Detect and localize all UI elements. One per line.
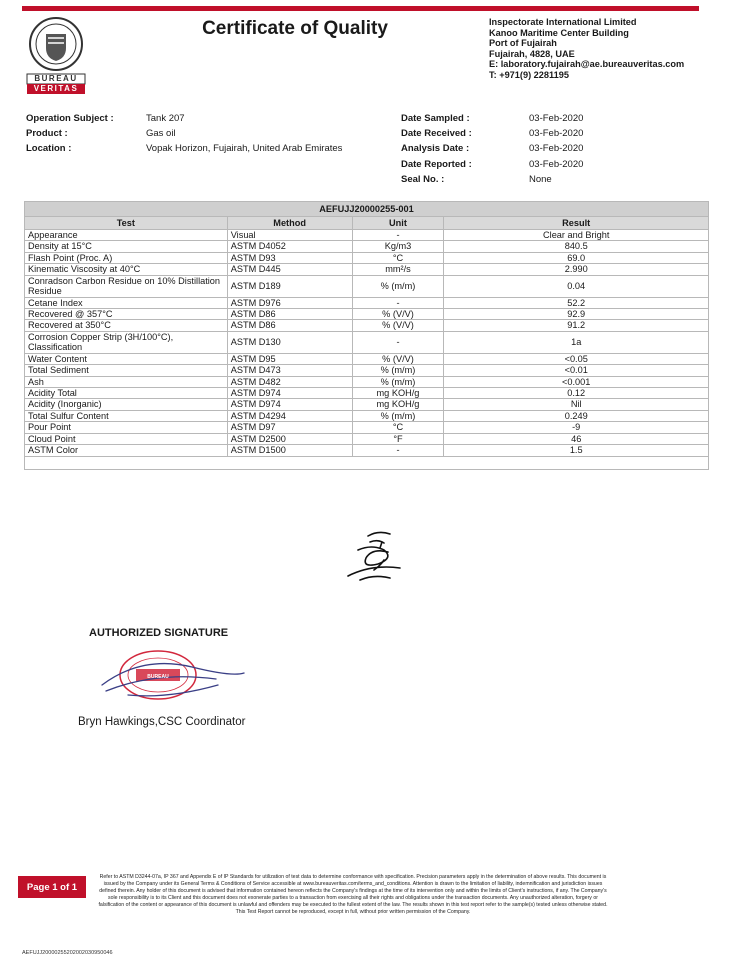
detail-label: Product : <box>26 128 68 140</box>
unit-cell: % (V/V) <box>352 353 444 364</box>
method-cell: ASTM D93 <box>227 252 352 263</box>
method-cell: ASTM D189 <box>227 275 352 297</box>
method-cell: ASTM D1500 <box>227 445 352 456</box>
test-name-cell: Recovered @ 357°C <box>25 309 228 320</box>
logo-brand-line1: BUREAU <box>34 74 78 83</box>
table-row <box>25 445 709 456</box>
unit-cell: - <box>352 445 444 456</box>
result-cell: 2.990 <box>444 264 709 275</box>
table-row <box>25 297 709 308</box>
result-cell: 0.249 <box>444 410 709 421</box>
detail-value: 03-Feb-2020 <box>529 143 584 155</box>
table-row <box>25 410 709 421</box>
legal-disclaimer: Refer to ASTM D3244-07a, IP 367 and Appendix E of IP Standards for utilization of test data to determine conformance with specification. Precision parameters apply in the determination of above results. This document is issued by the Company under its General Terms & Conditions of Service accessible at www.bureauveritas.com/terms_and_conditions. Attention is drawn to the limitation of liability, indemnification and jurisdiction issues defined therein. Any holder of this document is advised that information contained hereon reflects the Company's findings at the time of its intervention only and within the limits of Client's instructions, if any. The Company's sole responsibility is to its Client and this document does not exonerate parties to a transaction from exercising all their rights and obligations under the transaction documents. Any unauthorized alteration, forgery or falsification of the content or appearance of this document is unlawful and offenders may be executed to the fullest extent of the law. The results shown in this test report refer to the sample(s) tested unless otherwise stated. This Test Report cannot be reproduced, except in full, without prior written permission of the Company. <box>98 874 608 916</box>
address-line: Fujairah, 4828, UAE <box>489 48 575 59</box>
result-cell: 840.5 <box>444 241 709 252</box>
table-row <box>25 275 709 297</box>
table-row <box>25 331 709 353</box>
detail-value: 03-Feb-2020 <box>529 113 584 124</box>
method-cell: ASTM D86 <box>227 309 352 320</box>
detail-label: Seal No. : <box>401 173 445 185</box>
table-row <box>25 433 709 444</box>
unit-cell: % (V/V) <box>352 309 444 320</box>
handwritten-signature <box>340 530 410 585</box>
lab-address <box>489 17 684 81</box>
address-phone: T: +971(9) 2281195 <box>489 69 569 80</box>
test-name-cell: Flash Point (Proc. A) <box>25 252 228 263</box>
result-cell: 92.9 <box>444 309 709 320</box>
result-cell: Nil <box>444 399 709 410</box>
table-row <box>25 388 709 399</box>
logo-brand-line2: VERITAS <box>33 84 79 93</box>
authorized-signature-heading: AUTHORIZED SIGNATURE <box>89 627 229 639</box>
table-row <box>25 376 709 387</box>
table-row <box>25 320 709 331</box>
test-name-cell: Total Sediment <box>25 365 228 376</box>
table-row <box>25 422 709 433</box>
detail-value: None <box>529 173 552 185</box>
document-id: AEFUJJ20000255202002030950046 <box>22 950 113 956</box>
method-cell: ASTM D473 <box>227 365 352 376</box>
result-cell: <0.001 <box>444 376 709 387</box>
unit-cell: % (m/m) <box>352 275 444 297</box>
top-accent-bar <box>22 6 699 11</box>
unit-cell: mg KOH/g <box>352 388 444 399</box>
method-cell: ASTM D97 <box>227 422 352 433</box>
table-row <box>25 264 709 275</box>
table-row <box>25 365 709 376</box>
test-name-cell: Cloud Point <box>25 433 228 444</box>
sample-details-right <box>401 111 583 187</box>
detail-value: 03-Feb-2020 <box>529 158 584 170</box>
table-row <box>25 252 709 263</box>
stamp-text: BUREAU VERITAS <box>147 674 169 692</box>
result-cell: 0.04 <box>444 275 709 297</box>
method-cell: ASTM D130 <box>227 331 352 353</box>
test-name-cell: Acidity Total <box>25 388 228 399</box>
unit-cell: mm²/s <box>352 264 444 275</box>
detail-value: Gas oil <box>146 128 176 140</box>
sample-id: AEFUJJ20000255-001 <box>25 202 709 217</box>
test-name-cell: Cetane Index <box>25 297 228 308</box>
results-table <box>24 201 709 470</box>
table-row <box>25 353 709 364</box>
spacer-cell <box>25 456 709 469</box>
result-cell: 52.2 <box>444 297 709 308</box>
method-cell: ASTM D482 <box>227 376 352 387</box>
detail-label: Date Reported : <box>401 158 472 170</box>
detail-label: Location : <box>26 143 72 155</box>
test-name-cell: Conradson Carbon Residue on 10% Distillation Residue <box>25 275 228 297</box>
table-row <box>25 399 709 410</box>
method-cell: ASTM D86 <box>227 320 352 331</box>
method-cell: ASTM D445 <box>227 264 352 275</box>
detail-value: Tank 207 <box>146 113 185 124</box>
test-name-cell: Total Sulfur Content <box>25 410 228 421</box>
result-cell: <0.05 <box>444 353 709 364</box>
signatory-name: Bryn Hawkings,CSC Coordinator <box>78 716 246 728</box>
detail-label: Date Received : <box>401 128 472 140</box>
test-name-cell: Kinematic Viscosity at 40°C <box>25 264 228 275</box>
method-cell: Visual <box>227 230 352 241</box>
method-cell: ASTM D95 <box>227 353 352 364</box>
table-row <box>25 309 709 320</box>
unit-cell: °F <box>352 433 444 444</box>
address-email: E: laboratory.fujairah@ae.bureauveritas.com <box>489 59 685 70</box>
result-cell: Clear and Bright <box>444 230 709 241</box>
test-name-cell: Appearance <box>25 230 228 241</box>
unit-cell: mg KOH/g <box>352 399 444 410</box>
test-name-cell: ASTM Color <box>25 445 228 456</box>
unit-cell: - <box>352 297 444 308</box>
page-indicator: Page 1 of 1 <box>18 876 86 898</box>
detail-label: Operation Subject : <box>26 113 114 124</box>
unit-cell: °C <box>352 422 444 433</box>
result-cell: 1.5 <box>444 445 709 456</box>
unit-cell: Kg/m3 <box>352 241 444 252</box>
method-cell: ASTM D4294 <box>227 410 352 421</box>
result-cell: 69.0 <box>444 252 709 263</box>
results-body <box>25 230 709 470</box>
test-name-cell: Pour Point <box>25 422 228 433</box>
test-name-cell: Recovered at 350°C <box>25 320 228 331</box>
unit-cell: - <box>352 331 444 353</box>
column-header-method: Method <box>227 217 352 230</box>
column-header-unit: Unit <box>352 217 444 230</box>
test-name-cell: Corrosion Copper Strip (3H/100°C), Classification <box>25 331 228 353</box>
result-cell: 0.12 <box>444 388 709 399</box>
detail-value: 03-Feb-2020 <box>529 128 584 140</box>
column-header-result: Result <box>444 217 709 230</box>
page-title: Certificate of Quality <box>202 18 388 39</box>
table-row <box>25 230 709 241</box>
unit-cell: % (m/m) <box>352 365 444 376</box>
detail-value: Vopak Horizon, Fujairah, United Arab Emirates <box>146 143 343 155</box>
result-cell: -9 <box>444 422 709 433</box>
method-cell: ASTM D974 <box>227 388 352 399</box>
detail-label: Analysis Date : <box>401 143 470 155</box>
address-line: Kanoo Maritime Center Building <box>489 27 629 38</box>
method-cell: ASTM D974 <box>227 399 352 410</box>
result-cell: 46 <box>444 433 709 444</box>
test-name-cell: Density at 15°C <box>25 241 228 252</box>
method-cell: ASTM D976 <box>227 297 352 308</box>
address-line: Port of Fujairah <box>489 38 557 49</box>
test-name-cell: Ash <box>25 376 228 387</box>
test-name-cell: Water Content <box>25 353 228 364</box>
table-row <box>25 241 709 252</box>
unit-cell: °C <box>352 252 444 263</box>
unit-cell: % (m/m) <box>352 376 444 387</box>
result-cell: 91.2 <box>444 320 709 331</box>
unit-cell: - <box>352 230 444 241</box>
table-spacer-row <box>25 456 709 469</box>
sample-details-left <box>26 111 342 157</box>
unit-cell: % (m/m) <box>352 410 444 421</box>
result-cell: 1a <box>444 331 709 353</box>
test-name-cell: Acidity (Inorganic) <box>25 399 228 410</box>
unit-cell: % (V/V) <box>352 320 444 331</box>
detail-label: Date Sampled : <box>401 113 470 124</box>
result-cell: <0.01 <box>444 365 709 376</box>
address-line: Inspectorate International Limited <box>489 17 637 27</box>
method-cell: ASTM D4052 <box>227 241 352 252</box>
column-header-test: Test <box>25 217 228 230</box>
method-cell: ASTM D2500 <box>227 433 352 444</box>
